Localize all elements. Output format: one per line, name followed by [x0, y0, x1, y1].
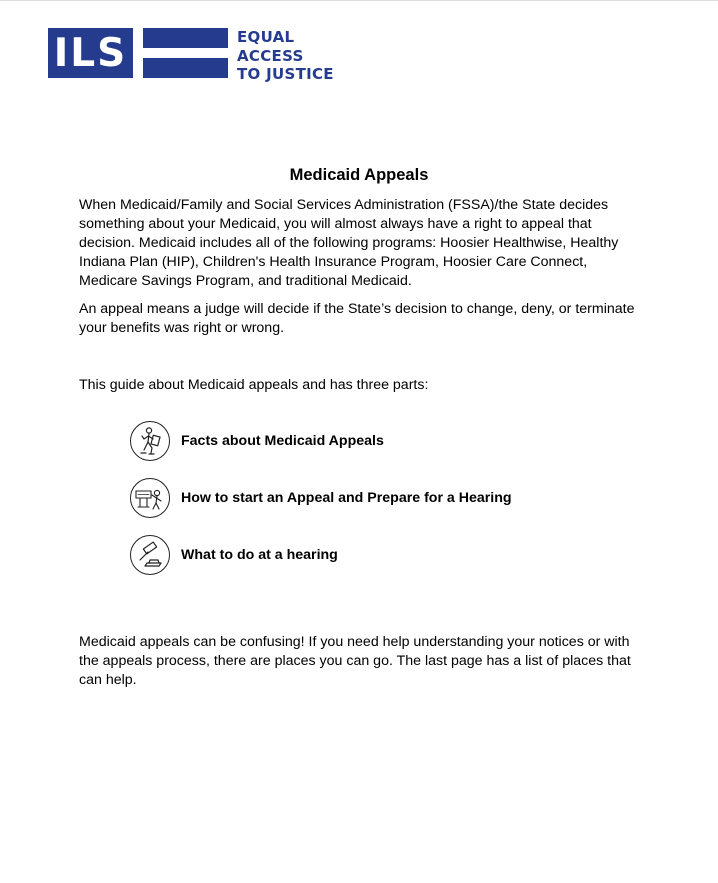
person-with-sign-icon	[130, 478, 170, 518]
logo-bars	[143, 28, 228, 78]
appeal-definition-paragraph: An appeal means a judge will decide if the State’s decision to change, deny, or terminate your benefits was right or wrong.	[79, 301, 635, 337]
person-with-document-icon	[130, 421, 170, 461]
logo-tagline-line: EQUAL	[237, 28, 295, 46]
guide-intro-paragraph: This guide about Medicaid appeals and has three parts:	[79, 377, 429, 393]
guide-part-start-appeal	[130, 477, 512, 519]
ils-logo	[48, 28, 334, 83]
page-title: Medicaid Appeals	[289, 166, 429, 184]
intro-paragraph: When Medicaid/Family and Social Services Administration (FSSA)/the State decides something about your Medicaid, you will almost always have a right to appeal that decision. Medicaid includes all of the following programs: Hoosier Healthwise, Healthy Indiana Plan (HIP), Children's Health Insurance Program, Hoosier Care Connect, Medicare Savings Program, and traditional Medicaid.	[79, 197, 619, 290]
logo-tagline	[237, 28, 334, 84]
logo-tagline-line: TO JUSTICE	[237, 65, 334, 83]
logo-abbr-box	[48, 28, 133, 78]
logo-abbr: ILS	[53, 30, 128, 76]
guide-part-label: Facts about Medicaid Appeals	[181, 433, 384, 449]
guide-part-label: What to do at a hearing	[181, 547, 338, 563]
guide-part-facts	[130, 420, 384, 462]
guide-part-hearing	[130, 534, 338, 576]
guide-part-label: How to start an Appeal and Prepare for a Hearing	[181, 490, 512, 506]
gavel-icon	[130, 535, 170, 575]
closing-paragraph: Medicaid appeals can be confusing! If you need help understanding your notices or with the appeals process, there are places you can go. The last page has a list of places that can help.	[79, 634, 631, 689]
logo-bar-top	[143, 28, 228, 48]
logo-bar-bottom	[143, 58, 228, 78]
logo-tagline-line: ACCESS	[237, 46, 304, 65]
